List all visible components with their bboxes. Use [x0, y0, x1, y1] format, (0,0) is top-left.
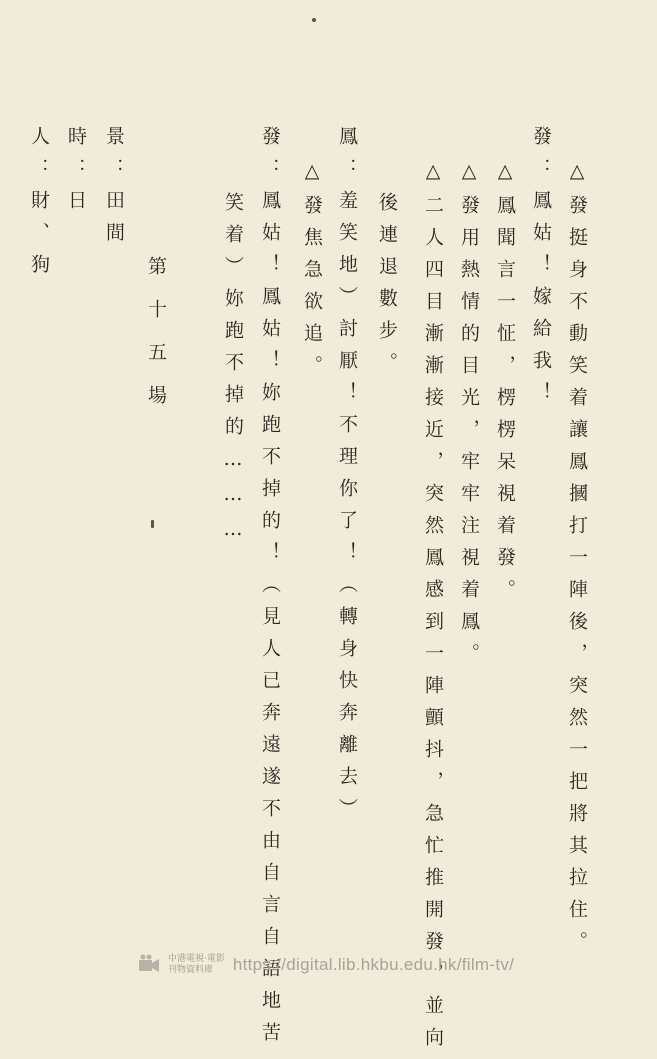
stage-direction-line: △發用熱情的目光，牢牢注視着鳳。 [458, 160, 480, 675]
stage-direction-line: △發挺身不動笑着讓鳳摑打一陣後，突然一把將其拉住。 [566, 160, 588, 963]
scene-characters: 人：財、狗 [28, 126, 50, 286]
watermark-org-line1: 中港電視‧電影 [168, 954, 225, 964]
dialogue-line: 鳳：羞笑地）討厭！不理你了！（轉身快奔離去） [336, 126, 358, 830]
scene-time: 時：日 [65, 126, 87, 222]
watermark-org-name [168, 954, 225, 976]
dialogue-continuation: 笑着）妳跑不掉的……… [222, 192, 244, 553]
scan-speck [151, 520, 154, 528]
scan-speck [312, 18, 316, 22]
library-logo-icon [138, 954, 160, 976]
watermark-url[interactable]: https://digital.lib.hkbu.edu.hk/film-tv/ [232, 955, 515, 974]
scene-location: 景：田間 [103, 126, 125, 254]
stage-direction-line: △二人四目漸漸接近，突然鳳感到一陣顫抖，急忙推開發，並向 [422, 160, 444, 1059]
watermark-org-line2: 刊物資料庫 [168, 965, 214, 975]
stage-direction-line: △發焦急欲追。 [301, 160, 323, 387]
stage-direction-line: △鳳聞言一怔，楞楞呆視着發。 [494, 160, 516, 611]
dialogue-line: 發：鳳姑！鳳姑！妳跑不掉的！（見人已奔遠遂不由自言自語地苦 [259, 126, 281, 1054]
stage-direction-continuation: 後連退數步。 [376, 192, 398, 384]
dialogue-line: 發：鳳姑！嫁給我！ [530, 126, 552, 414]
library-watermark [138, 948, 514, 982]
scene-heading: 第十五場 [145, 256, 167, 428]
